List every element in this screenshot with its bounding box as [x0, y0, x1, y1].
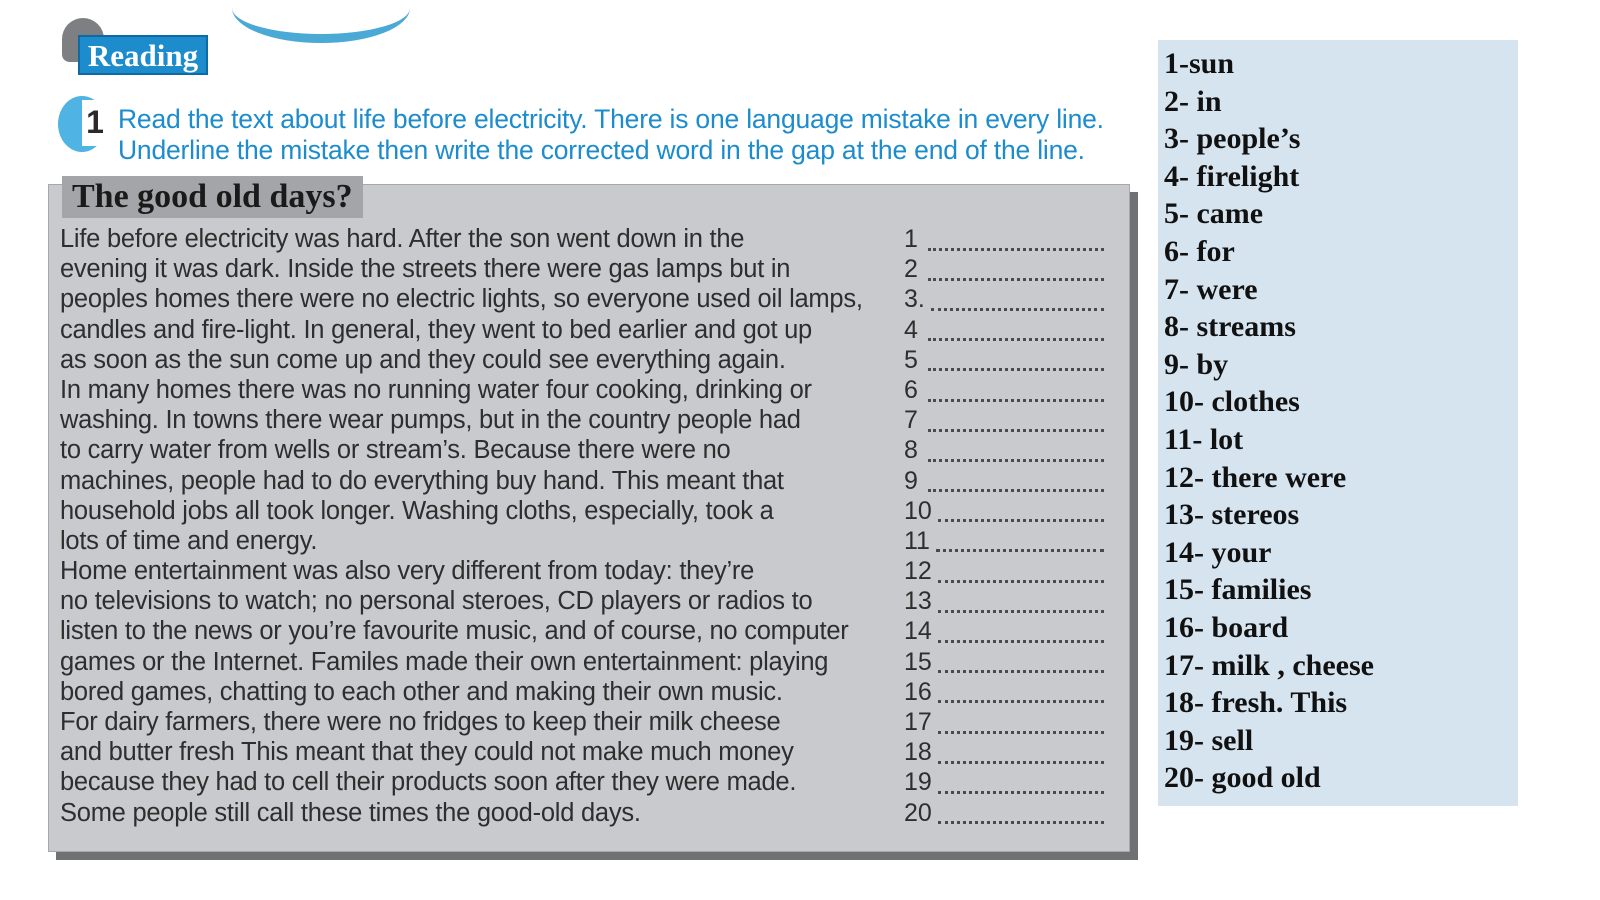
passage-title: The good old days? — [62, 176, 363, 218]
gap-row — [904, 707, 1104, 737]
gap-blank-line[interactable] — [938, 596, 1104, 613]
passage-line: For dairy farmers, there were no fridges to keep their milk cheese — [60, 708, 781, 736]
gap-blank-line[interactable] — [938, 656, 1104, 673]
passage-line: peoples homes there were no electric lights, so everyone used oil lamps, — [60, 285, 863, 314]
passage-line: bored games, chatting to each other and making their own music. — [60, 677, 783, 706]
gap-number: 14 — [904, 617, 932, 646]
passage-line: Life before electricity was hard. After the son went down in the — [60, 225, 745, 253]
passage-line: washing. In towns there wear pumps, but in the country people had — [60, 406, 801, 435]
gap-number: 7 — [904, 406, 918, 435]
gap-row — [904, 315, 1104, 345]
answer-item: 3- people’s — [1164, 122, 1301, 156]
gap-number: 18 — [904, 738, 932, 767]
gap-row — [904, 254, 1104, 284]
answer-item: 15- families — [1164, 573, 1312, 607]
gap-row — [904, 466, 1104, 496]
passage-line: candles and fire-light. In general, they went to bed earlier and got up — [60, 315, 812, 344]
answer-item: 19- sell — [1164, 723, 1254, 757]
answer-item: 20- good old — [1164, 761, 1321, 795]
gap-row — [904, 345, 1104, 375]
passage-line: no televisions to watch; no personal steroes, CD players or radios to — [60, 587, 813, 616]
exercise-instructions — [118, 104, 1148, 166]
gap-number: 6 — [904, 375, 918, 404]
gap-number: 10 — [904, 496, 932, 525]
gap-row — [904, 737, 1104, 767]
answer-item: 12- there were — [1164, 460, 1347, 494]
passage-line: listen to the news or you’re favourite music, and of course, no computer — [60, 617, 849, 646]
gap-blank-line[interactable] — [938, 807, 1104, 824]
passage-line: Home entertainment was also very different from today: they’re — [60, 557, 755, 586]
gap-blank-line[interactable] — [928, 445, 1104, 462]
gap-blank-line[interactable] — [928, 264, 1104, 281]
gap-row — [904, 586, 1104, 616]
gap-number: 1 — [904, 225, 918, 253]
gap-number: 9 — [904, 466, 918, 495]
gap-row — [904, 616, 1104, 646]
answer-item: 8- streams — [1164, 310, 1296, 344]
gap-number: 12 — [904, 557, 932, 586]
gap-row — [904, 767, 1104, 797]
gap-blank-line[interactable] — [928, 415, 1104, 432]
passage-line: household jobs all took longer. Washing cloths, especially, took a — [60, 496, 774, 525]
gap-blank-line[interactable] — [938, 777, 1104, 794]
gap-number: 19 — [904, 768, 932, 797]
gap-blank-line[interactable] — [938, 686, 1104, 703]
gap-row — [904, 224, 1104, 254]
gap-blank-line[interactable] — [938, 566, 1104, 583]
section-label: Reading — [78, 35, 208, 75]
answer-item: 16- board — [1164, 610, 1289, 644]
gap-blank-line[interactable] — [928, 324, 1104, 341]
answer-item: 4- firelight — [1164, 159, 1300, 193]
gap-row — [904, 677, 1104, 707]
instruction-line: Read the text about life before electricity. There is one language mistake in every line. — [118, 104, 1104, 134]
answer-item: 13- stereos — [1164, 498, 1300, 532]
gap-number: 4 — [904, 315, 918, 344]
answer-item: 5- came — [1164, 197, 1264, 231]
gap-number: 11 — [904, 526, 930, 555]
gap-blank-line[interactable] — [931, 294, 1104, 311]
gap-blank-line[interactable] — [928, 385, 1104, 402]
answer-gaps — [904, 224, 1104, 828]
gap-number: 13 — [904, 587, 932, 616]
gap-number: 15 — [904, 647, 932, 676]
gap-blank-line[interactable] — [938, 747, 1104, 764]
gap-blank-line[interactable] — [938, 717, 1104, 734]
gap-blank-line[interactable] — [928, 234, 1104, 251]
answer-item: 17- milk , cheese — [1164, 648, 1374, 682]
gap-row — [904, 556, 1104, 586]
answer-item: 14- your — [1164, 535, 1272, 569]
passage-line: because they had to cell their products soon after they were made. — [60, 768, 797, 797]
answer-item: 10- clothes — [1164, 385, 1300, 419]
answer-item: 7- were — [1164, 272, 1258, 306]
gap-row — [904, 435, 1104, 465]
gap-row — [904, 405, 1104, 435]
instruction-line: Underline the mistake then write the corrected word in the gap at the end of the line. — [118, 135, 1085, 165]
answer-item: 1-sun — [1164, 47, 1235, 80]
gap-row — [904, 284, 1104, 314]
decorative-arc — [232, 8, 410, 43]
exercise-number-badge — [58, 96, 106, 152]
answer-item: 2- in — [1164, 84, 1222, 118]
answer-item: 9- by — [1164, 347, 1229, 381]
gap-number: 20 — [904, 798, 932, 827]
passage-line: Some people still call these times the good-old days. — [60, 798, 641, 827]
answer-item: 6- for — [1164, 234, 1235, 268]
gap-blank-line[interactable] — [928, 354, 1104, 371]
passage-line: lots of time and energy. — [60, 526, 318, 555]
gap-number: 17 — [904, 708, 932, 736]
gap-blank-line[interactable] — [936, 535, 1104, 552]
passage-text — [60, 224, 910, 828]
exercise-number: 1 — [82, 100, 108, 146]
passage-line: games or the Internet. Familes made their own entertainment: playing — [60, 647, 829, 676]
passage-line: evening it was dark. Inside the streets there were gas lamps but in — [60, 255, 791, 284]
gap-row — [904, 526, 1104, 556]
gap-blank-line[interactable] — [938, 626, 1104, 643]
passage-line: and butter fresh This meant that they could not make much money — [60, 738, 794, 767]
gap-blank-line[interactable] — [928, 475, 1104, 492]
answer-key-panel — [1158, 40, 1518, 806]
gap-number: 16 — [904, 677, 932, 706]
gap-row — [904, 647, 1104, 677]
passage-line: In many homes there was no running water four cooking, drinking or — [60, 375, 812, 404]
answer-item: 18- fresh. This — [1164, 686, 1348, 720]
passage-line: to carry water from wells or stream’s. Because there were no — [60, 436, 731, 465]
gap-number: 2 — [904, 255, 918, 284]
gap-blank-line[interactable] — [938, 505, 1104, 522]
gap-row — [904, 798, 1104, 828]
answer-item: 11- lot — [1164, 422, 1244, 456]
gap-number: 5 — [904, 345, 918, 374]
gap-row — [904, 375, 1104, 405]
passage-line: as soon as the sun come up and they could see everything again. — [60, 345, 786, 374]
passage-line: machines, people had to do everything buy hand. This meant that — [60, 466, 784, 495]
gap-number: 8 — [904, 436, 918, 465]
gap-row — [904, 496, 1104, 526]
gap-number: 3. — [904, 285, 925, 314]
